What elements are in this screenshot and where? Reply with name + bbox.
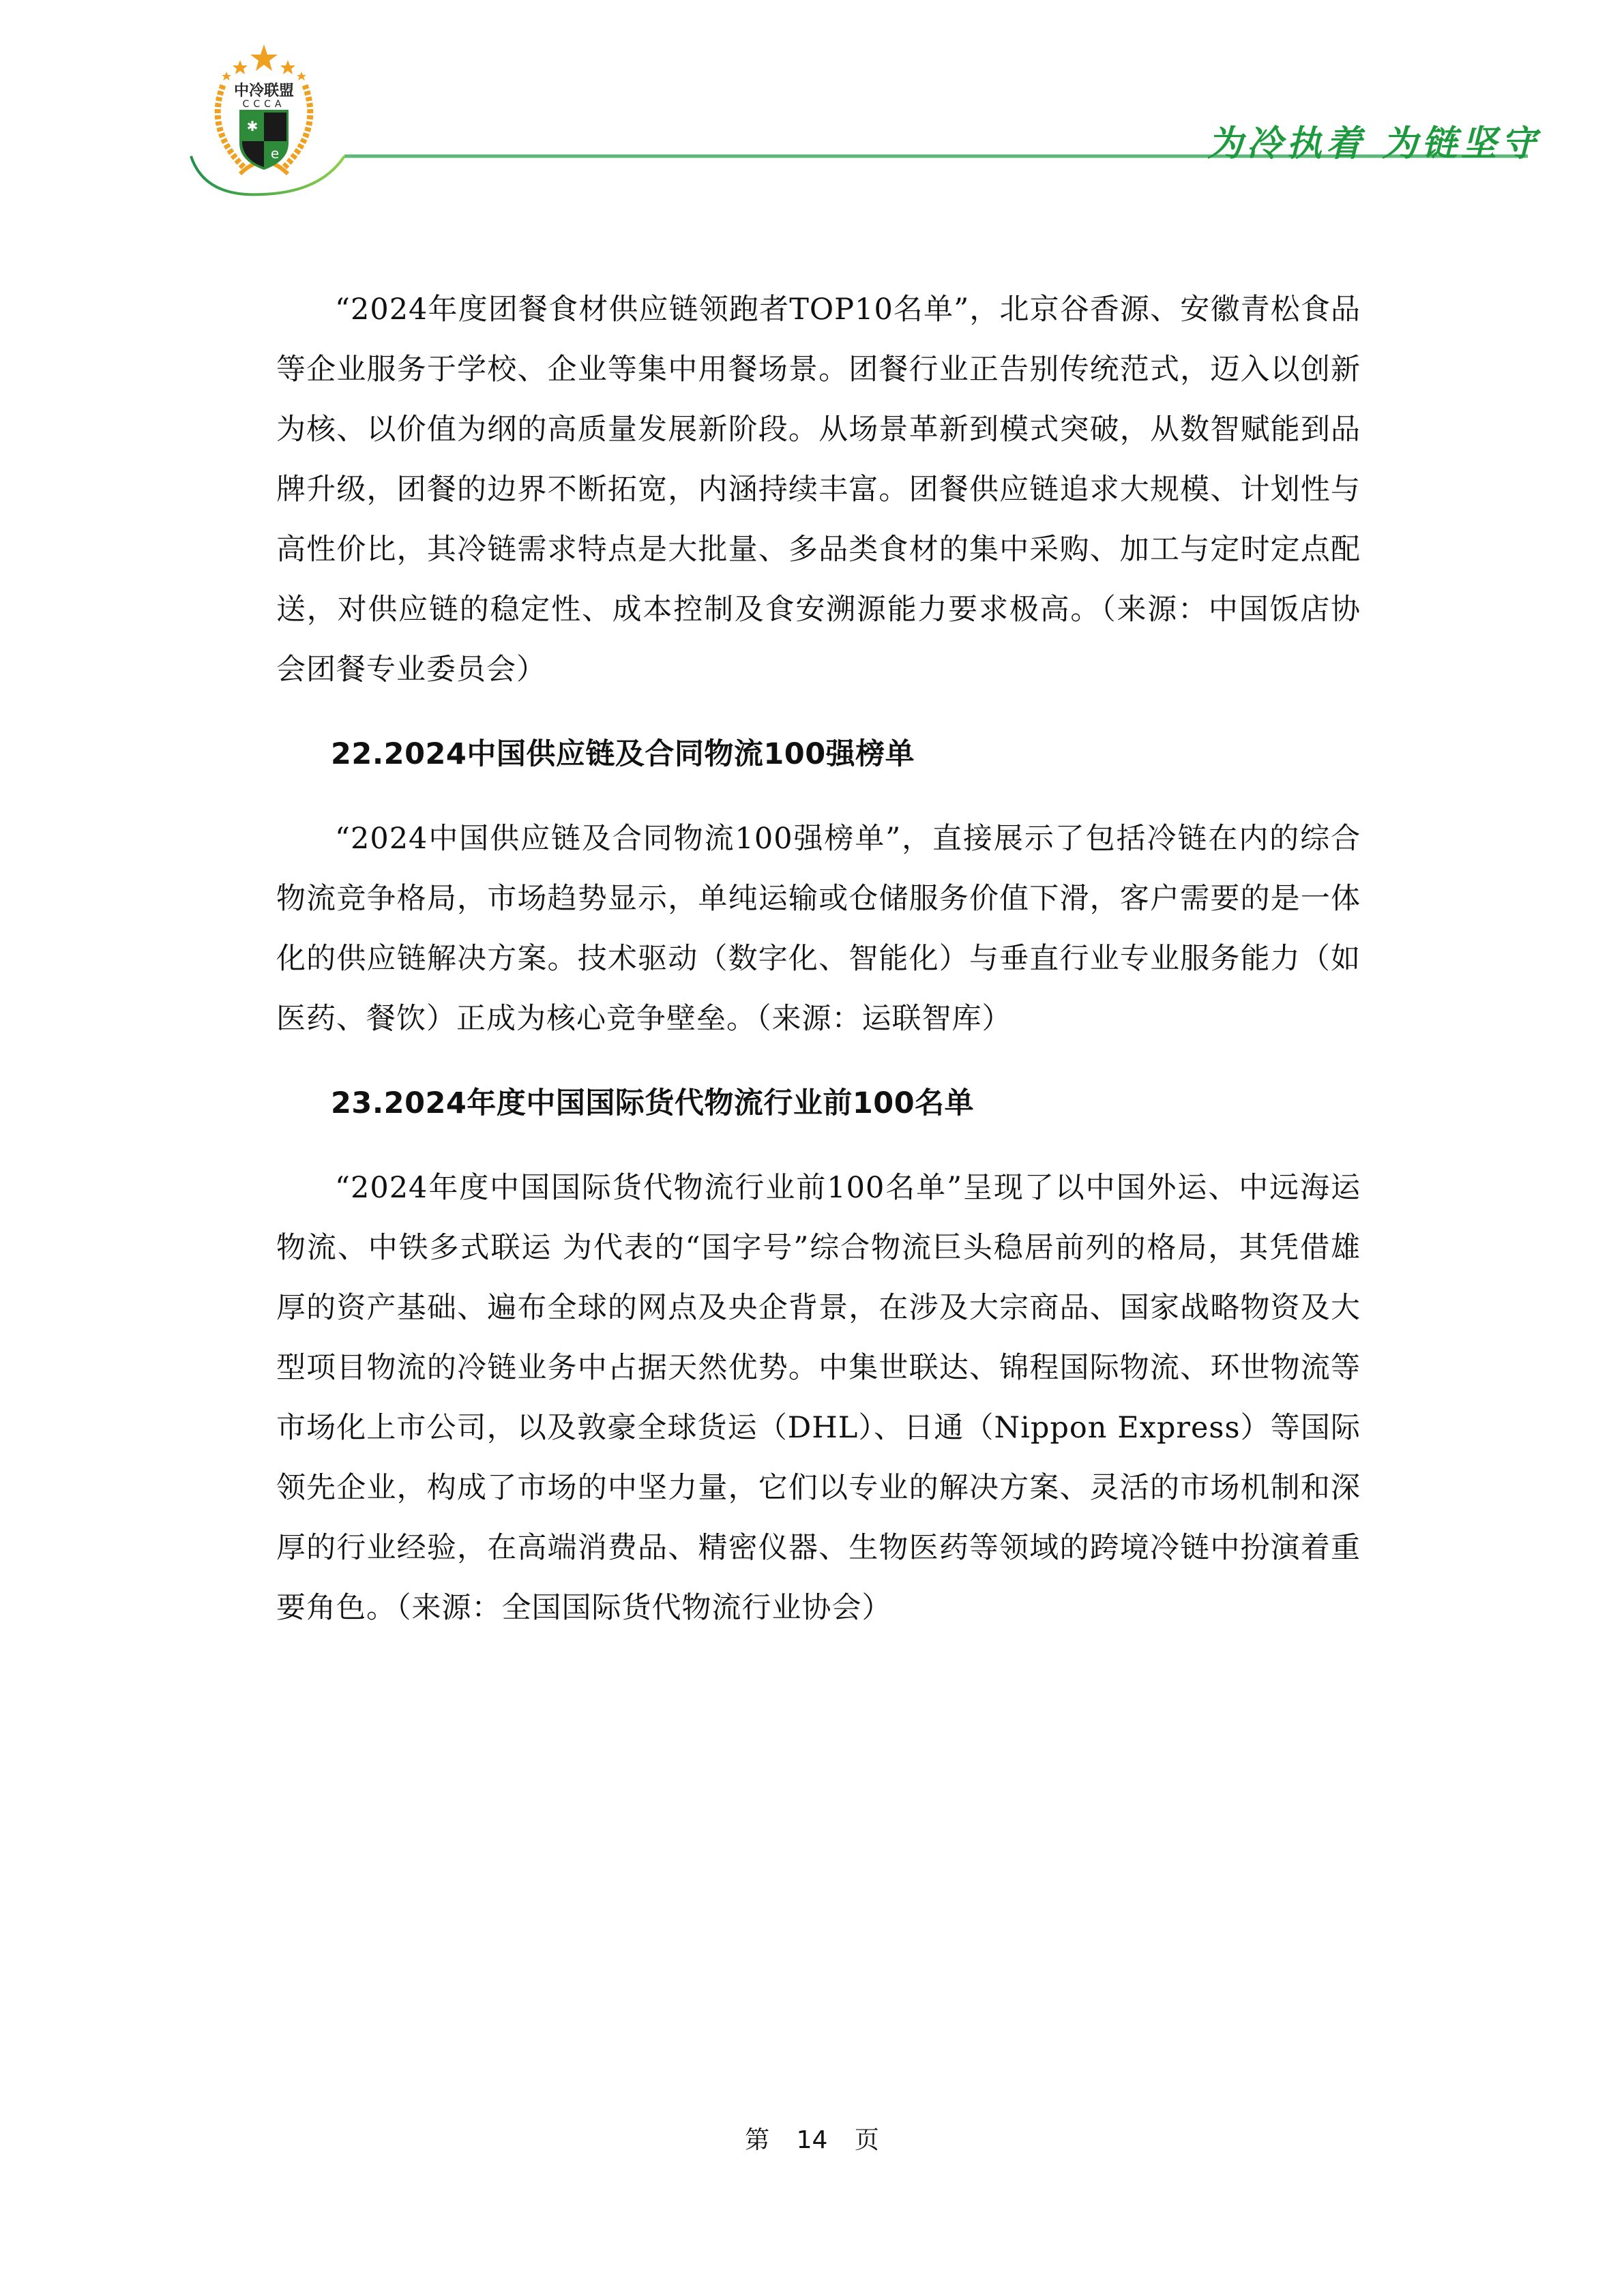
section-22 [276,724,1361,1049]
star-icon [222,44,306,80]
section-heading: 22.2024中国供应链及合同物流100强榜单 [331,737,915,771]
page-footer [0,2121,1624,2156]
page-header [0,0,1624,205]
svg-text:中冷联盟: 中冷联盟 [233,83,295,100]
section-23 [276,1073,1361,1638]
page-label-suffix: 页 [854,2126,879,2154]
ccca-logo [203,41,325,184]
svg-text:e: e [270,145,280,162]
document-body [276,280,1361,1638]
paragraph: “2024年度团餐食材供应链领跑者TOP10名单”，北京谷香源、安徽青松食品等企业服务于学校、企业等集中用餐场景。团餐行业正告别传统范式，迈入以创新为核、以价值为纲的高质量发展新阶段。从场景革新到模式突破，从数智赋能到品牌升级，团餐的边界不断拓宽，内涵持续丰富。团餐供应链追求大规模、计划性与高性价比，其冷链需求特点是大批量、多品类食材的集中采购、加工与定时定点配送，对供应链的稳定性、成本控制及食安溯源能力要求极高。（来源：中国饭店协会团餐专业委员会） [276,293,1361,687]
paragraph: “2024年度中国国际货代物流行业前100名单”呈现了以中国外运、中远海运物流、中铁多式联运 为代表的“国字号”综合物流巨头稳居前列的格局，其凭借雄厚的资产基础、遍布全球的网点及央企背景，在涉及大宗商品、国家战略物资及大型项目物流的冷链业务中占据天然优势。中集世联达、锦程国际物流、环世物流等市场化上市公司，以及敦豪全球货运（DHL）、日通（Nippon Express）等国际领先企业，构成了市场的中坚力量，它们以专业的解决方案、灵活的市场机制和深厚的行业经验，在高端消费品、精密仪器、生物医药等领域的跨境冷链中扮演着重要角色。（来源：全国国际货代物流行业协会） [276,1171,1361,1625]
svg-text:CCCA: CCCA [242,99,286,110]
header-slogan: 为冷执着 为链坚守 [1207,123,1541,164]
section-intro [276,280,1361,700]
page-number: 14 [796,2126,828,2154]
svg-text:✱: ✱ [246,118,259,134]
section-heading: 23.2024年度中国国际货代物流行业前100名单 [331,1086,975,1120]
paragraph: “2024中国供应链及合同物流100强榜单”，直接展示了包括冷链在内的综合物流竞争格局，市场趋势显示，单纯运输或仓储服务价值下滑，客户需要的是一体化的供应链解决方案。技术驱动（数字化、智能化）与垂直行业专业服务能力（如医药、餐饮）正成为核心竞争壁垒。（来源：运联智库） [276,822,1361,1036]
page-label-prefix: 第 [745,2126,770,2154]
